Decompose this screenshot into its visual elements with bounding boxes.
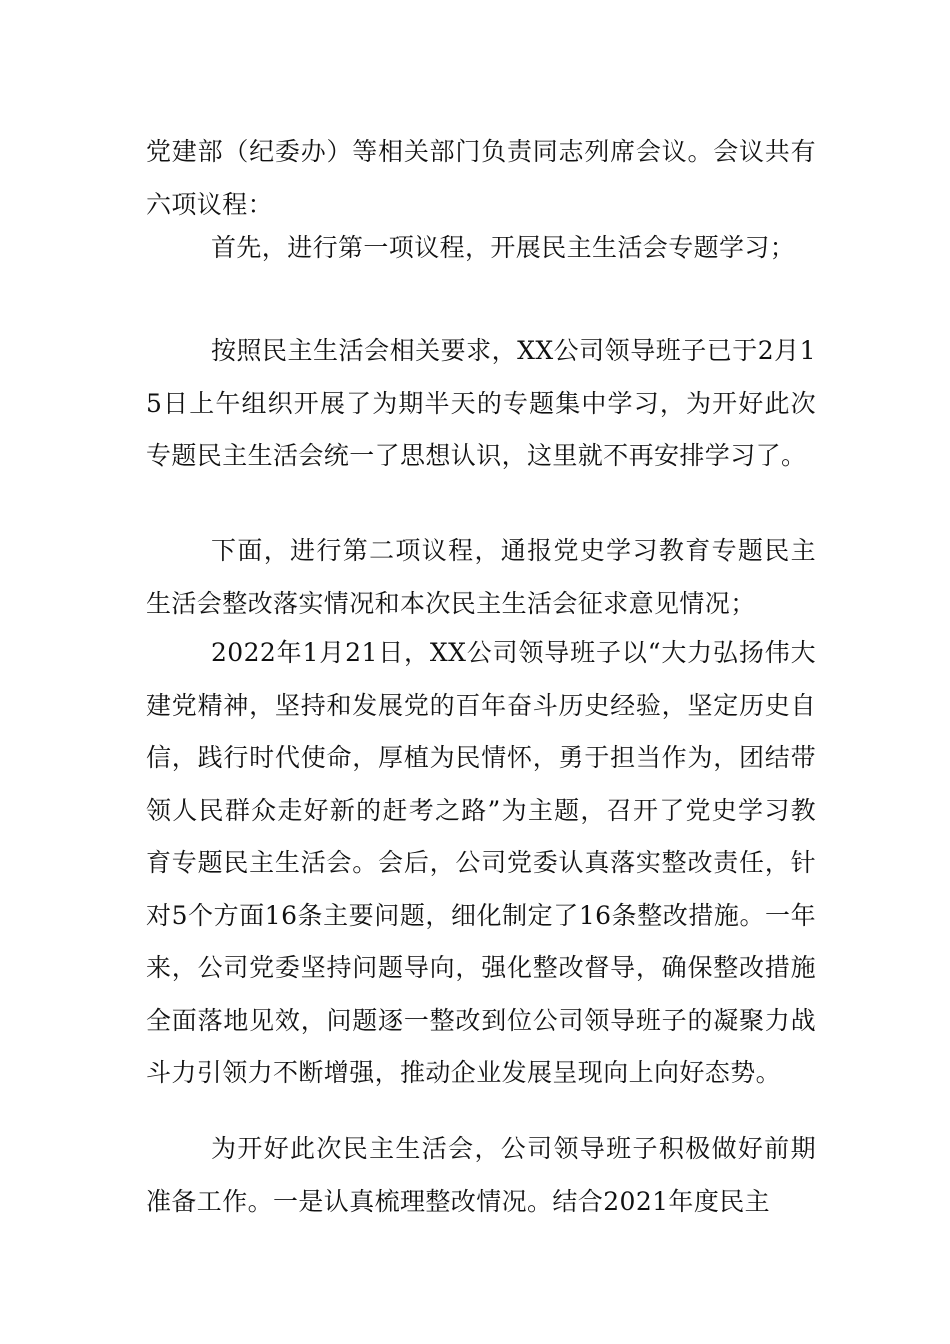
paragraph-agenda-item-1: 首先，进行第一项议程，开展民主生活会专题学习； xyxy=(211,233,796,262)
paragraph-attendance: 党建部（纪委办）等相关部门负责同志列席会议。会议共有六项议程： xyxy=(146,137,816,219)
paragraph-study-note: 按照民主生活会相关要求，XX公司领导班子已于2月15日上午组织开展了为期半天的专题集中学习，为开好此次专题民主生活会统一了思想认识，这里就不再安排学习了。 xyxy=(146,336,816,470)
paragraph-rectification-report: 2022年1月21日，XX公司领导班子以“大力弘扬伟大建党精神，坚持和发展党的百年奋斗历史经验，坚定历史自信，践行时代使命，厚植为民情怀，勇于担当作为，团结带领人民群众走好新的赶考之路”为主题，召开了党史学习教育专题民主生活会。会后，公司党委认真落实整改责任，针对5个方面16条主要问题，细化制定了16条整改措施。一年来，公司党委坚持问题导向，强化整改督导，确保整改措施全面落地见效，问题逐一整改到位公司领导班子的凝聚力战斗力引领力不断增强，推动企业发展呈现向上向好态势。 xyxy=(146,638,816,1087)
paragraph-preparation-work: 为开好此次民主生活会，公司领导班子积极做好前期准备工作。一是认真梳理整改情况。结合2021年度民主 xyxy=(146,1134,816,1216)
paragraph-agenda-item-2: 下面，进行第二项议程，通报党史学习教育专题民主生活会整改落实情况和本次民主生活会征求意见情况； xyxy=(146,536,816,618)
